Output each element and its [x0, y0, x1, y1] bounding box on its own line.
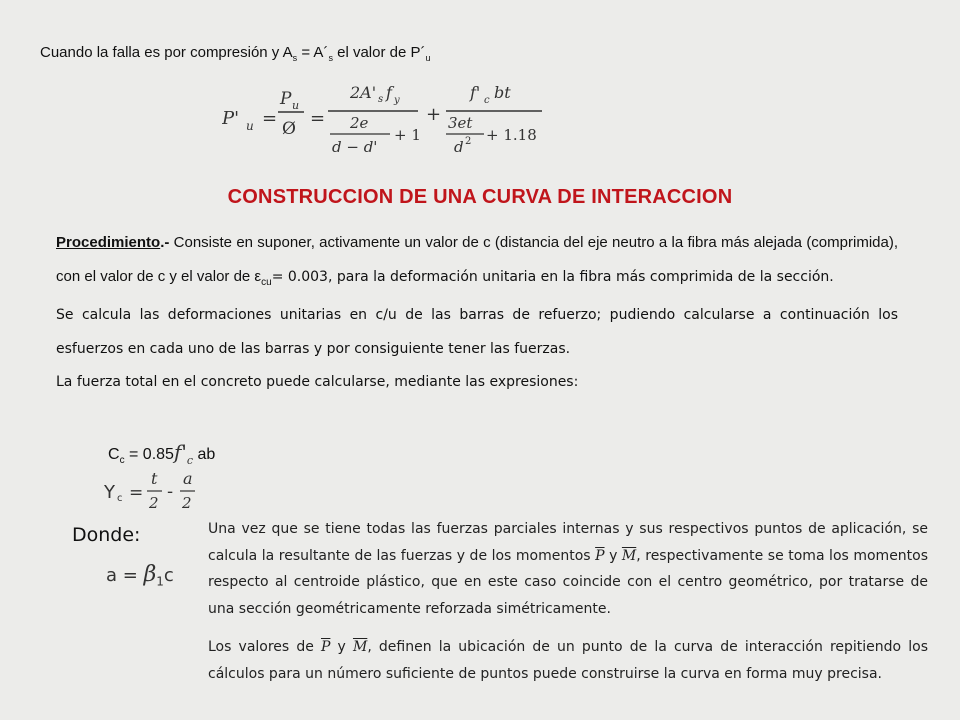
cc-fc	[173, 440, 194, 467]
term2-den-den: d	[454, 138, 464, 156]
term2-num-end: bt	[494, 83, 511, 102]
yc-minus: -	[167, 482, 174, 502]
intro-line	[40, 44, 431, 63]
right-p2-P: $\overline{P}$	[320, 639, 331, 655]
term1-num-end: f	[386, 83, 392, 102]
right-p1-b: , respectivamente se toma los momentos respecto al centroide plástico, que en este caso coincide con el centro geométrico, por tratarse de una sección geométricamente reforzada simétricamente.	[208, 547, 929, 617]
procedure-label: Procedimiento	[56, 234, 161, 251]
procedure-block	[56, 226, 898, 400]
cc-eq: = 0.85	[124, 446, 174, 463]
cc-ab: ab	[193, 446, 216, 463]
formula-num1: P	[280, 89, 292, 109]
formula-eq-2: =	[310, 108, 326, 129]
a-lhs: a =	[106, 565, 144, 586]
procedure-paragraph-3: La fuerza total en el concreto puede calcularse, mediante las expresiones:	[56, 374, 579, 390]
formula-den1: Ø	[282, 119, 296, 139]
a-formula	[106, 562, 174, 589]
right-p2-b: , definen la ubicación de un punto de la curva de interacción repitiendo los cálculos para un número suficiente de puntos puede construirse la curva en forma muy precisa.	[208, 639, 928, 682]
procedure-epsilon-sub: cu	[261, 276, 272, 288]
formula-lhs-sub: u	[246, 119, 254, 133]
yc-y: Y	[104, 482, 115, 503]
intro-text-1: Cuando la falla es por compresión y A	[40, 44, 293, 61]
yc-eq: =	[129, 483, 144, 503]
term1-plus-one: + 1	[394, 126, 421, 144]
yc-t: t	[151, 470, 158, 488]
yc-two-2: 2	[182, 494, 192, 512]
yc-sub: c	[117, 493, 123, 504]
right-p1-P: $\overline{P}$	[595, 547, 605, 564]
a-beta-sub: 1	[156, 574, 164, 589]
page-title: CONSTRUCCION DE UNA CURVA DE INTERACCION	[227, 186, 733, 208]
procedure-text-b: = 0.003, para la deformación unitaria en la fibra más comprimida de la sección.	[271, 268, 834, 285]
procedure-paragraph-2: Se calcula las deformaciones unitarias en c/u de las barras de refuerzo; pudiendo calcularse a continuación los esfuerzos en cada uno de las barras y por consiguiente tener las fuerzas.	[56, 307, 898, 357]
procedure-dash: .-	[160, 234, 170, 251]
formula-eq-1: =	[262, 108, 278, 129]
term2-plus: + 1.18	[486, 126, 537, 144]
term1-den-num: 2e	[350, 114, 369, 132]
formula-num1-sub: u	[292, 99, 300, 112]
intro-sub-2: s	[328, 53, 333, 63]
yc-two-1: 2	[149, 494, 159, 512]
term2-num-sub: c	[484, 95, 490, 106]
formula-lhs: P'	[222, 108, 240, 129]
a-beta: β	[143, 562, 157, 587]
right-p2-a: Los valores de	[208, 639, 321, 655]
term1-den-den: d − d'	[332, 138, 378, 156]
yc-formula	[104, 470, 204, 514]
procedure-text-a: Consiste en suponer, activamente un valor de c (distancia del eje neutro a la fibra más alejada (comprimida), con el valor de c y el valor de ε	[56, 234, 898, 285]
right-p1-y: y	[604, 547, 622, 564]
a-c: c	[163, 565, 174, 586]
cc-sub: c	[119, 455, 125, 467]
cc-c: C	[108, 446, 120, 463]
intro-text-3: el valor de P´	[332, 44, 426, 61]
main-formula	[222, 80, 552, 162]
right-p2-M: $\overline{M}$	[352, 639, 368, 655]
term2-den-den-sup: 2	[465, 136, 472, 147]
term1-num-sub: s	[378, 94, 384, 105]
right-p1-M: $\overline{M}$	[621, 547, 637, 564]
right-text-block	[208, 516, 928, 699]
donde-label: Donde:	[72, 524, 141, 546]
right-paragraph-2	[208, 634, 928, 687]
procedure-paragraph-1	[56, 226, 898, 299]
right-p2-y: y	[330, 639, 353, 655]
formula-plus: +	[426, 104, 442, 125]
cc-f: f'	[173, 440, 187, 464]
term2-num: f'	[470, 83, 481, 102]
intro-text-2: = A´	[297, 44, 329, 61]
term2-den-num: 3et	[448, 114, 473, 132]
right-paragraph-1	[208, 516, 928, 622]
cc-formula	[108, 440, 215, 467]
intro-sub-1: s	[292, 53, 298, 63]
intro-sub-3: u	[425, 53, 431, 63]
right-p1-a: Una vez que se tiene todas las fuerzas parciales internas y sus respectivos puntos de aplicación, se calcula la resultante de las fuerzas y de los momentos	[208, 521, 928, 564]
term1-num-end-sub: y	[394, 95, 400, 106]
cc-f-sub: c	[186, 454, 194, 467]
term1-num: 2A'	[350, 83, 377, 102]
yc-a: a	[183, 470, 193, 488]
